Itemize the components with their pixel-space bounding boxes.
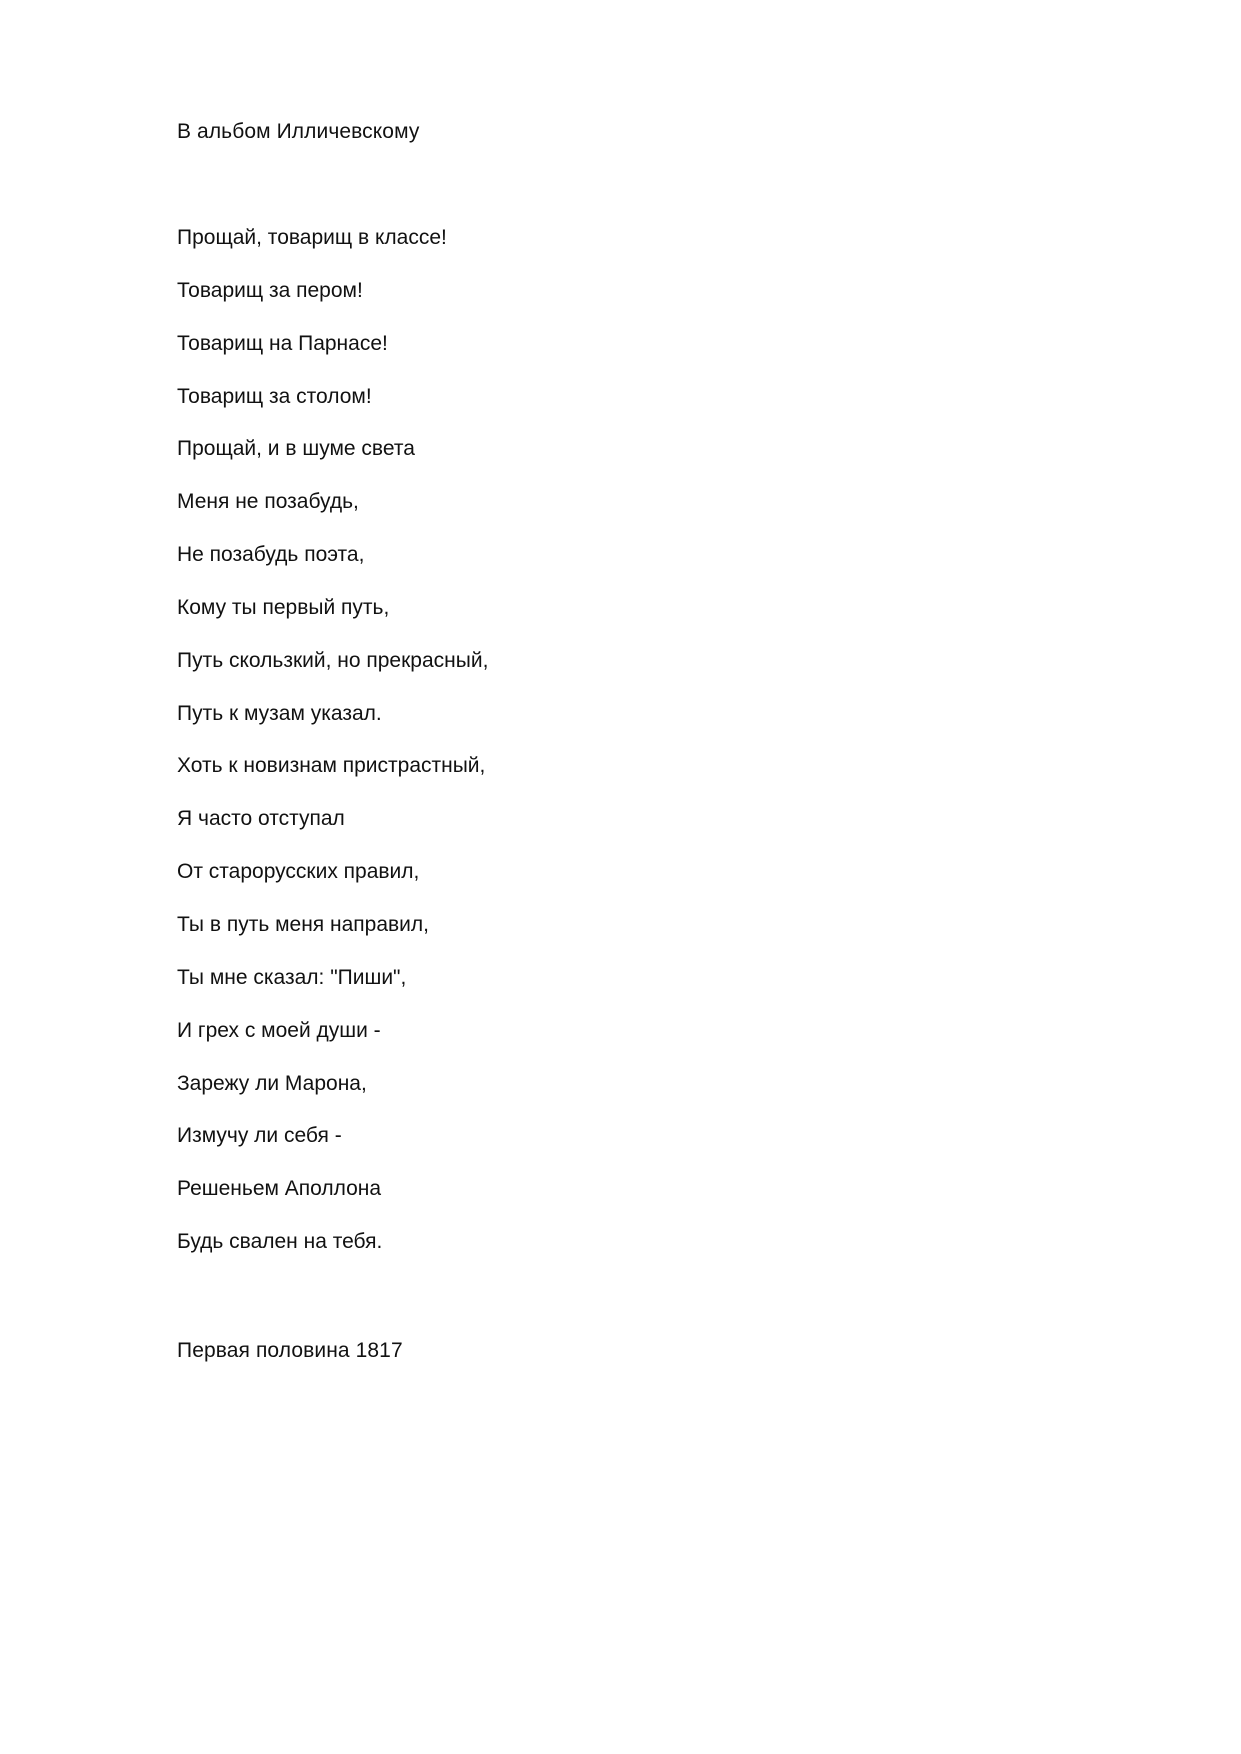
poem-line: Путь к музам указал. — [177, 701, 382, 725]
poem-line: Зарежу ли Марона, — [177, 1071, 367, 1095]
poem-line: Хоть к новизнам пристрастный, — [177, 754, 486, 778]
poem-line: Я часто отступал — [177, 807, 345, 831]
poem-line: От старорусских правил, — [177, 860, 420, 884]
poem-date: Первая половина 1817 — [177, 1339, 403, 1362]
poem-line: Решеньем Аполлона — [177, 1177, 382, 1201]
poem-line: Товарищ за столом! — [177, 384, 372, 408]
poem-line: Путь скользкий, но прекрасный, — [177, 648, 489, 672]
poem-line: И грех с моей души - — [177, 1018, 381, 1042]
poem-line: Ты мне сказал: "Пиши", — [177, 965, 407, 989]
poem-line: Меня не позабудь, — [177, 490, 359, 514]
poem-title: В альбом Илличевскому — [177, 120, 420, 143]
poem-line: Товарищ на Парнасе! — [177, 331, 388, 355]
poem-line: Измучу ли себя - — [177, 1124, 342, 1148]
poem-line: Прощай, и в шуме света — [177, 437, 415, 461]
poem-line: Будь свален на тебя. — [177, 1230, 383, 1254]
poem-body — [177, 224, 488, 1281]
poem-line: Кому ты первый путь, — [177, 595, 390, 619]
poem-line: Не позабудь поэта, — [177, 543, 365, 567]
poem-line: Прощай, товарищ в классе! — [177, 226, 447, 249]
poem-line: Товарищ за пером! — [177, 278, 363, 302]
poem-line: Ты в путь меня направил, — [177, 912, 429, 936]
